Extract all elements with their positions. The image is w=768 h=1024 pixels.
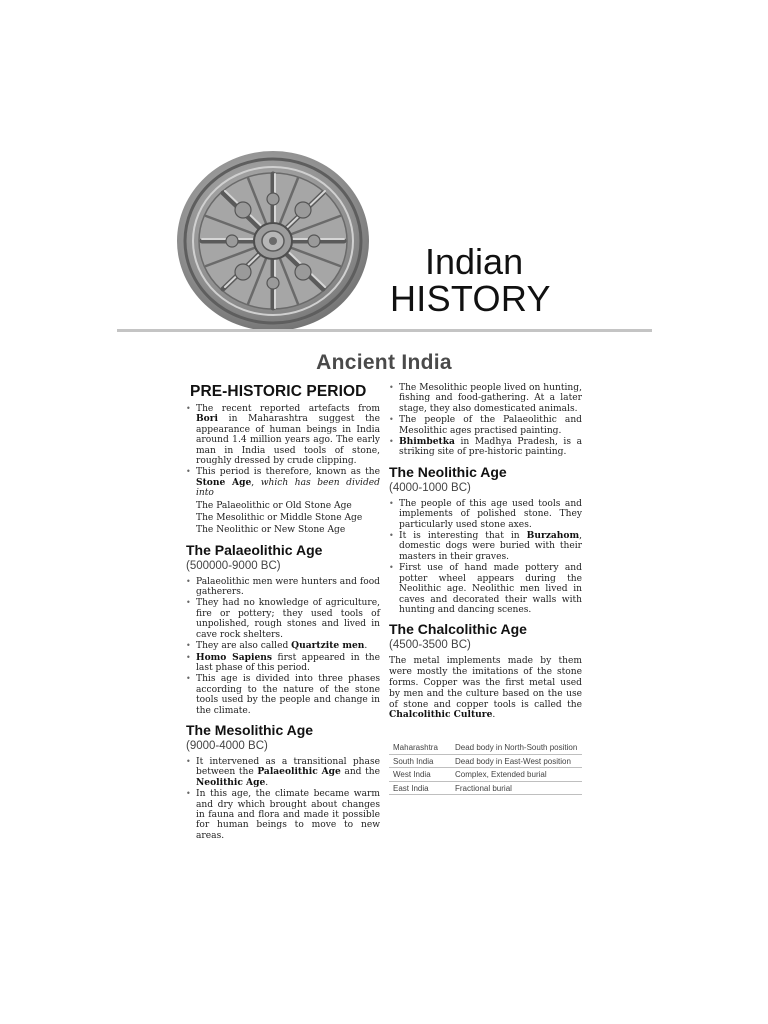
- list-item: • This period is therefore, known as the Stone Age, which has been divided into: [186, 467, 380, 498]
- table-cell: Complex, Extended burial: [451, 768, 582, 782]
- list-item: • They had no knowledge of agriculture, fire or pottery; they used tools of unpolished, rough stones and lived in cave rock shelters.: [186, 598, 380, 640]
- list-item: • First use of hand made pottery and potter wheel appears during the Neolithic age. Neolithic men lived in caves and decorated their walls with hunting and dancing scenes.: [389, 563, 582, 615]
- list-item: • They are also called Quartzite men.: [186, 641, 380, 651]
- chalcolithic-paragraph: The metal implements made by them were mostly the imitations of the stone forms. Copper was the first metal used by men and the culture based on the use of stone and copper tools is called the Chalcolithic Culture.: [389, 656, 582, 721]
- table-cell: Dead body in East-West position: [451, 754, 582, 768]
- right-column: [389, 383, 582, 795]
- table-cell: Maharashtra: [389, 741, 451, 754]
- table-row: [389, 754, 582, 768]
- list-item: • The Mesolithic people lived on hunting, fishing and food-gathering. At a later stage, they also domesticated animals.: [389, 383, 582, 414]
- mesolithic-heading: The Mesolithic Age: [186, 721, 314, 738]
- list-item: • Palaeolithic men were hunters and food gatherers.: [186, 577, 380, 598]
- prehistoric-heading: PRE-HISTORIC PERIOD: [190, 383, 367, 400]
- neolithic-heading: The Neolithic Age: [389, 463, 507, 480]
- chalcolithic-range: (4500-3500 BC): [389, 639, 471, 652]
- left-column: [186, 383, 380, 842]
- table-cell: West India: [389, 768, 451, 782]
- table-cell: Fractional burial: [451, 781, 582, 795]
- list-item: • Bhimbetka in Madhya Pradesh, is a striking site of pre-historic painting.: [389, 437, 582, 458]
- table-cell: Dead body in North-South position: [451, 741, 582, 754]
- palaeolithic-list: [186, 577, 380, 716]
- mesolithic-range: (9000-4000 BC): [186, 739, 268, 752]
- list-item: • The people of the Palaeolithic and Mesolithic ages practised painting.: [389, 415, 582, 436]
- mesolithic-list: [186, 757, 380, 841]
- wheel-illustration: [176, 150, 370, 332]
- table-cell: East India: [389, 781, 451, 795]
- page-title-line1: Indian: [425, 241, 524, 282]
- stone-age-division: The Palaeolithic or Old Stone Age: [196, 500, 352, 511]
- neolithic-range: (4000-1000 BC): [389, 481, 471, 494]
- list-item: • In this age, the climate became warm and dry which brought about changes in fauna and flora and made it possible for human beings to move to new areas.: [186, 789, 380, 841]
- chalcolithic-heading: The Chalcolithic Age: [389, 621, 527, 638]
- table-row: [389, 768, 582, 782]
- list-item: • It is interesting that in Burzahom, domestic dogs were buried with their masters in their graves.: [389, 531, 582, 562]
- konark-wheel-image: [176, 150, 370, 332]
- table-cell: South India: [389, 754, 451, 768]
- list-item: • The people of this age used tools and implements of polished stone. They particularly used stone axes.: [389, 499, 582, 530]
- stone-age-division: The Neolithic or New Stone Age: [196, 524, 346, 535]
- list-item: • The recent reported artefacts from Bori in Maharashtra suggest the appearance of human beings in India around 1.4 million years ago. The early man in India used tools of stone, roughly dressed by crude clipping.: [186, 404, 380, 466]
- palaeolithic-range: (500000-9000 BC): [186, 559, 281, 572]
- section-title: Ancient India: [316, 351, 452, 374]
- page-title-line2: HISTORY: [390, 278, 551, 319]
- stone-age-division: The Mesolithic or Middle Stone Age: [196, 512, 363, 523]
- table-row: [389, 781, 582, 795]
- prehistoric-list: [186, 404, 380, 499]
- table-row: [389, 741, 582, 754]
- list-item: • It intervened as a transitional phase between the Palaeolithic Age and the Neolithic Age.: [186, 757, 380, 788]
- palaeolithic-heading: The Palaeolithic Age: [186, 541, 323, 558]
- list-item: • This age is divided into three phases according to the nature of the stone tools used by the people and change in the climate.: [186, 674, 380, 716]
- title-divider: [117, 329, 652, 332]
- burial-table: [389, 741, 582, 795]
- list-item: • Homo Sapiens first appeared in the last phase of this period.: [186, 653, 380, 674]
- mesolithic-list-continued: [389, 383, 582, 458]
- neolithic-list: [389, 499, 582, 615]
